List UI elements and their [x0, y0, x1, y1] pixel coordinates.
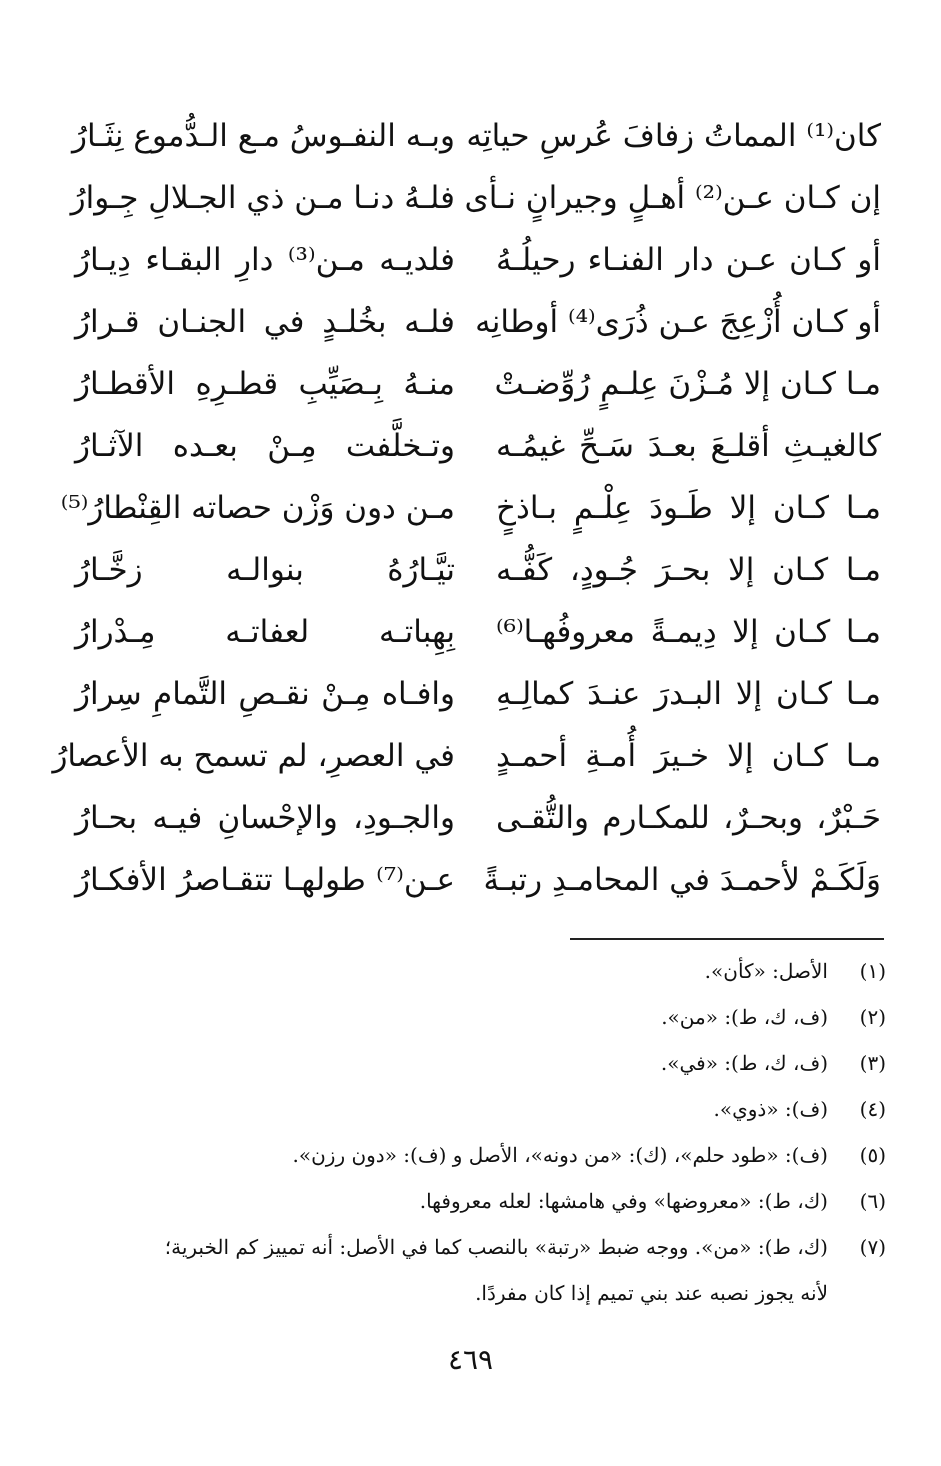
verse-line-5 — [0, 353, 941, 415]
verse-9-second-hemistich: بِهِباتـه لعفاتـه مِـدْرارُ — [75, 614, 455, 650]
footnote-text-continued: لأنه يجوز نصبه عند بني تميم إذا كان مفردًا. — [475, 1281, 828, 1305]
verse-line-6 — [0, 415, 941, 477]
verse-line-9 — [0, 601, 941, 663]
footnote-number: (٦) — [859, 1189, 886, 1213]
verse-5-second-hemistich: منـهُ بِـصَيِّبِ قطـرِهِ الأقطـارُ — [75, 366, 455, 402]
verse-8-second-hemistich: تيَّـارُهُ بنوالـه زخَّـارُ — [75, 552, 455, 588]
footnote-7 — [60, 1224, 886, 1316]
footnote-text: (ف، ك، ط): «في». — [660, 1051, 828, 1075]
verse-line-10 — [0, 663, 941, 725]
footnote-1 — [60, 948, 886, 994]
verse-7-first-hemistich: مـا كـان إلا طَـودَ عِلْـمٍ بـاذخٍ — [496, 490, 881, 526]
footnotes — [60, 948, 886, 1316]
verse-2-second-hemistich: فلـهُ دنـا مـن ذي الجـلالِ جِـوارُ — [70, 180, 455, 216]
footnote-4 — [60, 1086, 886, 1132]
verse-2-first-hemistich: إن كـان عـن⁽²⁾ أهـلٍ وجيرانٍ نـأى — [464, 180, 881, 216]
verse-3-second-hemistich: فلديـه مـن⁽³⁾ دارِ البقـاء دِيـارُ — [75, 242, 455, 278]
footnote-text: (ف): «طود حلم»، (ك): «من دونه»، الأصل و (ف): «دون رزن». — [292, 1143, 828, 1167]
verse-12-second-hemistich: والجـودِ، والإحْسانِ فيـه بحـارُ — [75, 800, 455, 836]
verse-12-first-hemistich: حَـبْرٌ، وبحـرٌ، للمكـارم والتُّقـى — [496, 800, 881, 836]
footnote-number: (٥) — [859, 1143, 886, 1167]
verse-8-first-hemistich: مـا كـان إلا بحـرَ جُـودٍ، كَفُّـه — [496, 552, 881, 588]
verse-7-second-hemistich: مـن دون وَزْن حصاته القِنْطارُ⁽⁵⁾ — [60, 490, 455, 526]
verse-6-first-hemistich: كالغيـثِ أقلـعَ بعـدَ سَـحِّ غيمُـه — [496, 428, 881, 464]
footnote-5 — [60, 1132, 886, 1178]
verse-line-7 — [0, 477, 941, 539]
verse-line-13 — [0, 849, 941, 911]
verse-1-first-hemistich: كان⁽¹⁾ المماتُ زفافَ عُرسِ حياتِه — [466, 118, 881, 154]
footnote-number: (٧) — [859, 1235, 886, 1259]
verse-9-first-hemistich: مـا كـان إلا دِيمـةً معروفُهـا⁽⁶⁾ — [496, 614, 881, 650]
page-number: ٤٦٩ — [447, 1343, 494, 1376]
verse-11-first-hemistich: مـا كـان إلا خـيرَ أُمـةِ أحمـدٍ — [496, 738, 881, 774]
verse-3-first-hemistich: أو كـان عـن دار الفنـاء رحيلُـهُ — [496, 242, 881, 278]
footnote-number: (١) — [859, 959, 886, 983]
verse-11-second-hemistich: في العصرِ، لم تسمح به الأعصارُ — [52, 738, 455, 774]
verse-10-first-hemistich: مـا كـان إلا البـدرَ عنـدَ كمالِـهِ — [496, 676, 881, 712]
footnote-2 — [60, 994, 886, 1040]
footnote-text: (ك، ط): «معروضها» وفي هامشها: لعله معروفها. — [419, 1189, 828, 1213]
verse-10-second-hemistich: وافـاه مِـنْ نقـصِ التَّمامِ سِرارُ — [75, 676, 455, 712]
verse-line-8 — [0, 539, 941, 601]
verse-4-first-hemistich: أو كـان أُزْعِجَ عـن ذُرَى⁽⁴⁾ أوطانِه — [475, 304, 881, 340]
verse-line-2 — [0, 167, 941, 229]
footnote-separator — [570, 938, 884, 940]
verse-1-second-hemistich: وبـه النفـوسُ مـع الـدُّموع نِثَـارُ — [72, 118, 455, 154]
poem-block — [0, 105, 941, 915]
footnote-text: (ف): «ذوي». — [713, 1097, 828, 1121]
footnote-text: (ك، ط): «من». ووجه ضبط «رتبة» بالنصب كما في الأصل: أنه تمييز كم الخبرية؛ — [164, 1235, 828, 1259]
verse-4-second-hemistich: فلـه بخُلـدٍ في الجنـان قـرارُ — [75, 304, 455, 340]
footnote-text: (ف، ك، ط): «من». — [661, 1005, 828, 1029]
verse-line-11 — [0, 725, 941, 787]
footnote-number: (٣) — [859, 1051, 886, 1075]
verse-13-second-hemistich: عـن⁽⁷⁾ طولهـا تتقـاصرُ الأفكـارُ — [75, 862, 455, 898]
footnote-3 — [60, 1040, 886, 1086]
verse-line-1 — [0, 105, 941, 167]
footnote-6 — [60, 1178, 886, 1224]
footnote-text: الأصل: «كأن». — [704, 959, 828, 983]
verse-line-4 — [0, 291, 941, 353]
verse-5-first-hemistich: مـا كـان إلا مُـزْنَ عِلـمٍ رُوِّضـتْ — [494, 366, 881, 402]
verse-line-3 — [0, 229, 941, 291]
verse-6-second-hemistich: وتـخلَّفت مِـنْ بعـده الآثـارُ — [75, 428, 455, 464]
footnote-number: (٢) — [859, 1005, 886, 1029]
verse-line-12 — [0, 787, 941, 849]
verse-13-first-hemistich: وَلَكَـمْ لأحمـدَ في المحامـدِ رتبـةً — [483, 862, 881, 898]
footnote-number: (٤) — [859, 1097, 886, 1121]
